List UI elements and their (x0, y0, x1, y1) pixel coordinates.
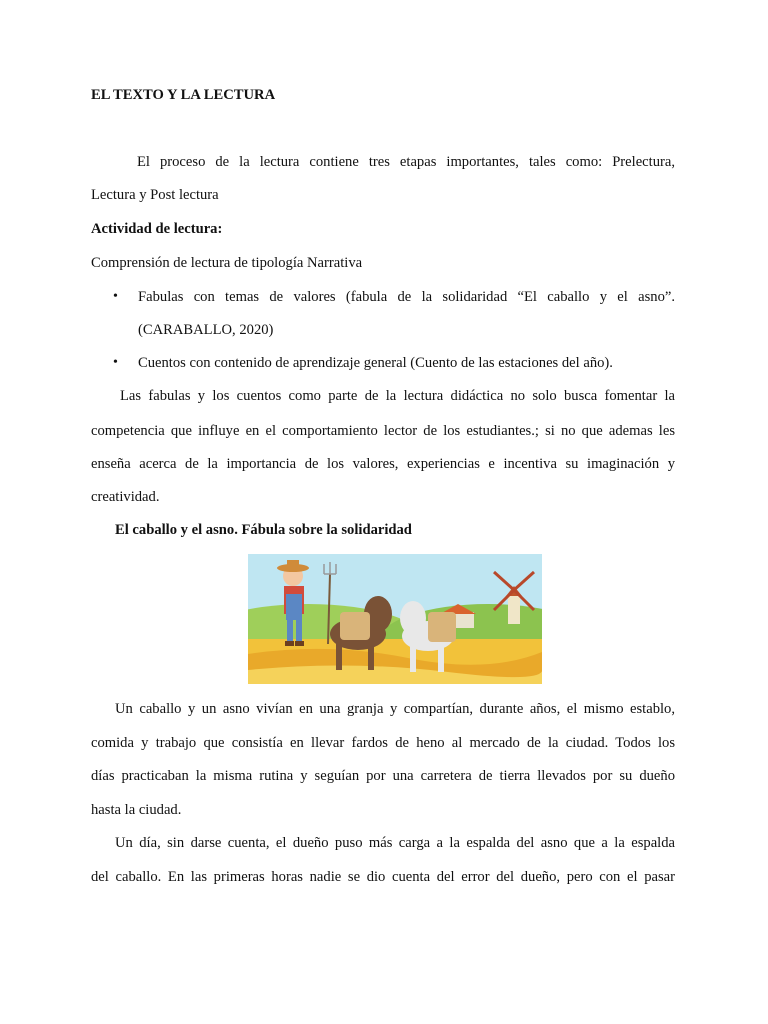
paragraph-2-line-4: hasta la ciudad. (91, 802, 182, 818)
paragraph-3-line-2: del caballo. En las primeras horas nadie se dio cuenta del error del dueño, pero con el pasar (91, 869, 675, 885)
paragraph-2-line-3: días practicaban la misma rutina y seguían por una carretera de tierra llevados por su dueño (91, 768, 675, 784)
intro-line-1: El proceso de la lectura contiene tres etapas importantes, tales como: Prelectura, (137, 154, 675, 170)
paragraph-1-line-3: enseña acerca de la importancia de los valores, experiencias e incentiva su imaginación y (91, 456, 675, 472)
bullet-1-line-2: (CARABALLO, 2020) (138, 322, 274, 338)
paragraph-1-line-4: creatividad. (91, 489, 160, 505)
fable-illustration (248, 554, 542, 684)
paragraph-2-line-1: Un caballo y un asno vivían en una granja y compartían, durante años, el mismo establo, (115, 701, 675, 717)
bullet-2-line-1: Cuentos con contenido de aprendizaje general (Cuento de las estaciones del año). (138, 355, 613, 371)
intro-line-2: Lectura y Post lectura (91, 187, 219, 203)
paragraph-1-line-2: competencia que influye en el comportamiento lector de los estudiantes.; si no que ademas les (91, 423, 675, 439)
comprehension-line: Comprensión de lectura de tipología Narrativa (91, 255, 363, 271)
paragraph-3-line-1: Un día, sin darse cuenta, el dueño puso más carga a la espalda del asno que a la espalda (115, 835, 675, 851)
paragraph-2-line-2: comida y trabajo que consistía en llevar fardos de heno al mercado de la ciudad. Todos los (91, 735, 675, 751)
bullet-1-line-1: Fabulas con temas de valores (fabula de la solidaridad “El caballo y el asno”. (138, 289, 675, 305)
fable-heading: El caballo y el asno. Fábula sobre la solidaridad (115, 522, 412, 538)
bullet-marker: • (113, 355, 118, 370)
activity-heading: Actividad de lectura: (91, 221, 223, 237)
paragraph-1-line-1: Las fabulas y los cuentos como parte de la lectura didáctica no solo busca fomentar la (120, 388, 675, 404)
document-title: EL TEXTO Y LA LECTURA (91, 87, 276, 103)
bullet-marker: • (113, 289, 118, 304)
